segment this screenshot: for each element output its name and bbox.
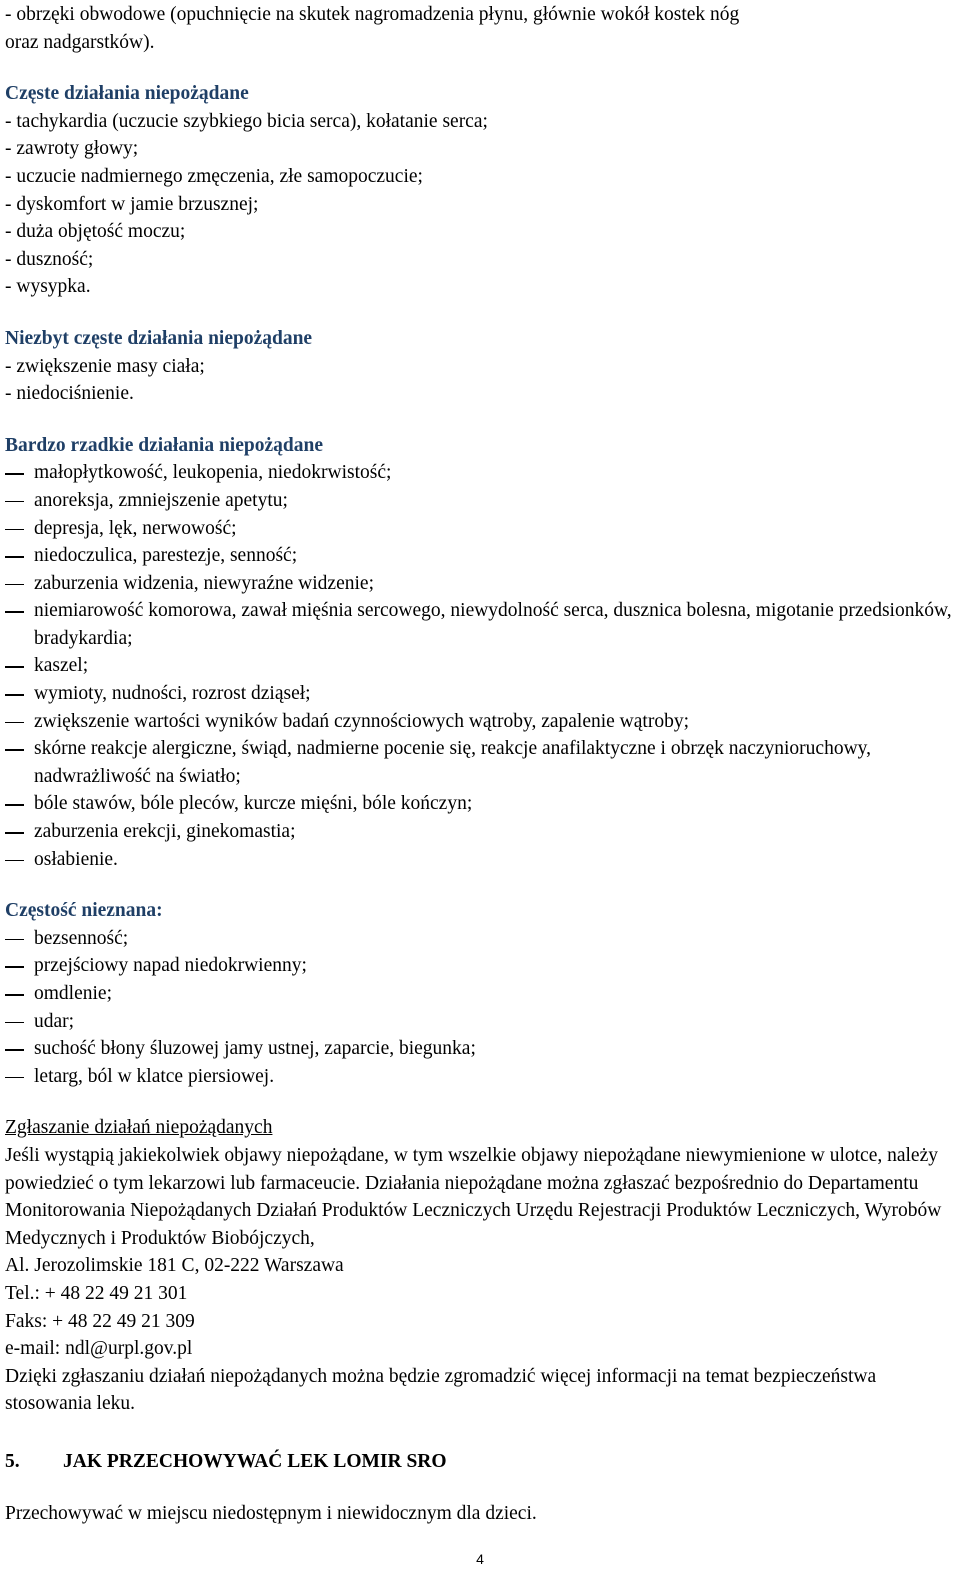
unknown-frequency-list (5, 925, 960, 1091)
list-item: suchość błony śluzowej jamy ustnej, zaparcie, biegunka; (5, 1035, 960, 1063)
list-item: wymioty, nudności, rozrost dziąseł; (5, 680, 960, 708)
list-item: bóle stawów, bóle pleców, kurcze mięśni, bóle kończyn; (5, 790, 960, 818)
intro-line: oraz nadgarstków). (5, 31, 155, 53)
list-item: - duszność; (5, 248, 94, 270)
unknown-frequency-heading: Częstość nieznana: (5, 900, 163, 922)
page-number: 4 (476, 1551, 484, 1567)
uncommon-effects-heading: Niezbyt częste działania niepożądane (5, 327, 313, 349)
list-item: - zawroty głowy; (5, 138, 139, 160)
list-item: - uczucie nadmiernego zmęczenia, złe samopoczucie; (5, 165, 423, 187)
very-rare-effects-heading: Bardzo rzadkie działania niepożądane (5, 434, 323, 456)
list-item: niemiarowość komorowa, zawał mięśnia sercowego, niewydolność serca, dusznica bolesna, migotanie przedsionków, bradykardia; (5, 597, 960, 652)
list-item: - dyskomfort w jamie brzusznej; (5, 193, 259, 215)
list-item: zwiększenie wartości wyników badań czynnościowych wątroby, zapalenie wątroby; (5, 708, 960, 736)
common-effects-heading: Częste działania niepożądane (5, 83, 249, 105)
list-item: depresja, lęk, nerwowość; (5, 515, 960, 543)
list-item: omdlenie; (5, 980, 960, 1008)
common-effects-section (5, 80, 960, 301)
reporting-fax: Faks: + 48 22 49 21 309 (5, 1310, 195, 1332)
list-item: anoreksja, zmniejszenie apetytu; (5, 487, 960, 515)
reporting-section (5, 1114, 960, 1418)
reporting-paragraph: Jeśli wystąpią jakiekolwiek objawy niepożądane, w tym wszelkie objawy niepożądane niewymienione w ulotce, należy powiedzieć o tym lekarzowi lub farmaceucie. Działania niepożądane można zgłaszać bezpośrednio do Departamentu Monitorowania Niepożądanych Działań Produktów Leczniczych Urzędu Rejestracji Produktów Leczniczych, Wyrobów Medycznych i Produktów Biobójczych, (5, 1144, 942, 1249)
list-item: zaburzenia erekcji, ginekomastia; (5, 818, 960, 846)
section-number: 5. (5, 1450, 20, 1472)
reporting-address: Al. Jerozolimskie 181 C, 02-222 Warszawa (5, 1255, 344, 1277)
reporting-email: e-mail: ndl@urpl.gov.pl (5, 1338, 193, 1360)
intro-line: - obrzęki obwodowe (opuchnięcie na skutek nagromadzenia płynu, głównie wokół kostek nóg (5, 4, 740, 25)
list-item: - wysypka. (5, 276, 91, 298)
section-title-text: JAK PRZECHOWYWAĆ LEK LOMIR SRO (63, 1450, 447, 1472)
list-item: bezsenność; (5, 925, 960, 953)
list-item: - tachykardia (uczucie szybkiego bicia serca), kołatanie serca; (5, 110, 488, 132)
list-item: małopłytkowość, leukopenia, niedokrwistość; (5, 459, 960, 487)
storage-text: Przechowywać w miejscu niedostępnym i niewidocznym dla dzieci. (5, 1502, 537, 1524)
list-item: skórne reakcje alergiczne, świąd, nadmierne pocenie się, reakcje anafilaktyczne i obrzęk naczynioruchowy, nadwrażliwość na światło; (5, 735, 960, 790)
intro-block (5, 1, 960, 56)
uncommon-effects-section (5, 325, 960, 408)
list-item: - niedociśnienie. (5, 383, 134, 405)
reporting-heading: Zgłaszanie działań niepożądanych (5, 1117, 273, 1139)
list-item: udar; (5, 1008, 960, 1036)
very-rare-effects-list (5, 459, 960, 873)
unknown-frequency-section (5, 897, 960, 1090)
list-item: niedoczulica, parestezje, senność; (5, 542, 960, 570)
list-item: - zwiększenie masy ciała; (5, 355, 205, 377)
reporting-phone: Tel.: + 48 22 49 21 301 (5, 1282, 188, 1304)
list-item: kaszel; (5, 652, 960, 680)
reporting-closing: Dzięki zgłaszaniu działań niepożądanych można będzie zgromadzić więcej informacji na temat bezpieczeństwa stosowania leku. (5, 1365, 877, 1415)
leaflet-page (5, 1, 960, 1527)
list-item: osłabienie. (5, 846, 960, 874)
list-item: letarg, ból w klatce piersiowej. (5, 1063, 960, 1091)
section-5-title (5, 1448, 960, 1476)
list-item: zaburzenia widzenia, niewyraźne widzenie; (5, 570, 960, 598)
list-item: przejściowy napad niedokrwienny; (5, 952, 960, 980)
list-item: - duża objętość moczu; (5, 221, 186, 243)
very-rare-effects-section (5, 432, 960, 874)
